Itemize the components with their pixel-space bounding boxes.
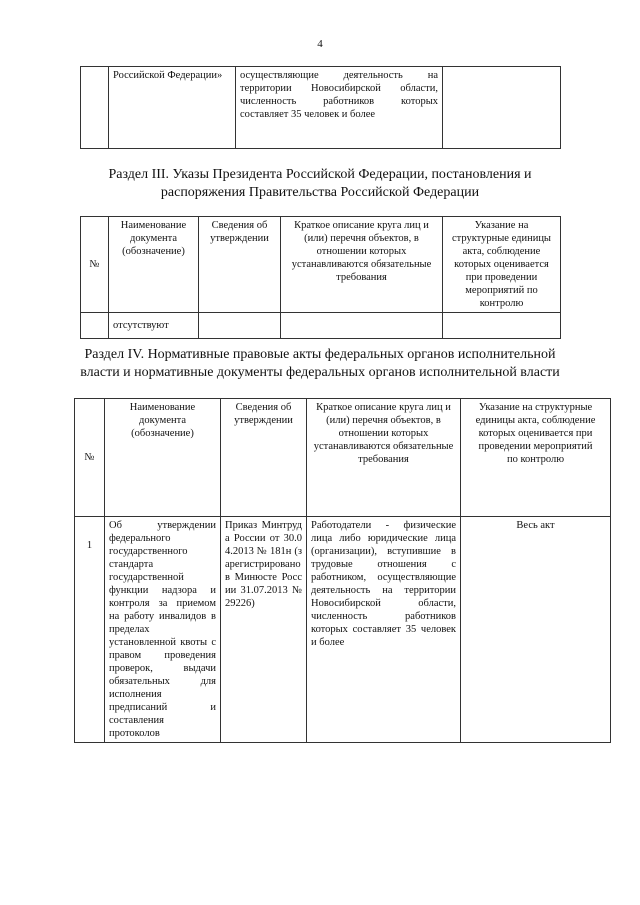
units-cell xyxy=(443,67,561,149)
row-desc: Работодатели - физические лица либо юридические лица (организации), вступившие в трудовые отношения с работником, осуществляющие деятельность на территории Новосибирской области, численность работников которых составляет 35 человек и более xyxy=(307,517,461,743)
row-name: Об утверждении федерального государственного стандарта государственной функции надзора и контроля за приемом на работу инвалидов в пределах установленной квоты с правом проведения проверок, выдачи обязательных для исполнения предписаний и составления протоколов xyxy=(105,517,221,743)
col-header-desc: Краткое описание круга лиц и (или) перечня объектов, в отношении которых устанавливаются обязательные требования xyxy=(307,399,461,517)
col-header-desc: Краткое описание круга лиц и (или) перечня объектов, в отношении которых устанавливаются обязательные требования xyxy=(281,217,443,313)
col-header-name: Наименование документа (обозначение) xyxy=(105,399,221,517)
row-num: 1 xyxy=(75,517,105,743)
row-units: Весь акт xyxy=(461,517,611,743)
name-cell: Российской Федерации» xyxy=(109,67,236,149)
num-cell xyxy=(81,67,109,149)
section4-table xyxy=(74,398,611,743)
col-header-num: № xyxy=(75,399,105,517)
absent-cell: отсутствуют xyxy=(109,313,199,339)
section3-table xyxy=(80,216,561,339)
section3-title: Раздел III. Указы Президента Российской Федерации, постановления и распоряжения Правительства Российской Федерации xyxy=(108,167,532,200)
table-row xyxy=(81,67,561,149)
row-approval: Приказ Минтруда России от 30.04.2013 № 181н (зарегистрировано в Минюсте России 31.07.2013 № 29226) xyxy=(221,517,307,743)
table-row xyxy=(75,517,611,743)
section4-title: Раздел IV. Нормативные правовые акты федеральных органов исполнительной власти и нормативные документы федеральных органов исполнительной власти xyxy=(80,347,560,380)
header-row xyxy=(81,217,561,313)
col-header-units: Указание на структурные единицы акта, соблюдение которых оценивается при проведении мероприятий по контролю xyxy=(461,399,611,517)
page-number: 4 xyxy=(317,38,323,50)
desc-cell: осуществляющие деятельность на территории Новосибирской области, численность работников которых составляет 35 человек и более xyxy=(236,67,443,149)
col-header-num: № xyxy=(81,217,109,313)
col-header-name: Наименование документа (обозначение) xyxy=(109,217,199,313)
top-table xyxy=(80,66,561,149)
col-header-units: Указание на структурные единицы акта, соблюдение которых оценивается при проведении мероприятий по контролю xyxy=(443,217,561,313)
table-row xyxy=(81,313,561,339)
col-header-approval: Сведения об утверждении xyxy=(199,217,281,313)
header-row xyxy=(75,399,611,517)
col-header-approval: Сведения об утверждении xyxy=(221,399,307,517)
